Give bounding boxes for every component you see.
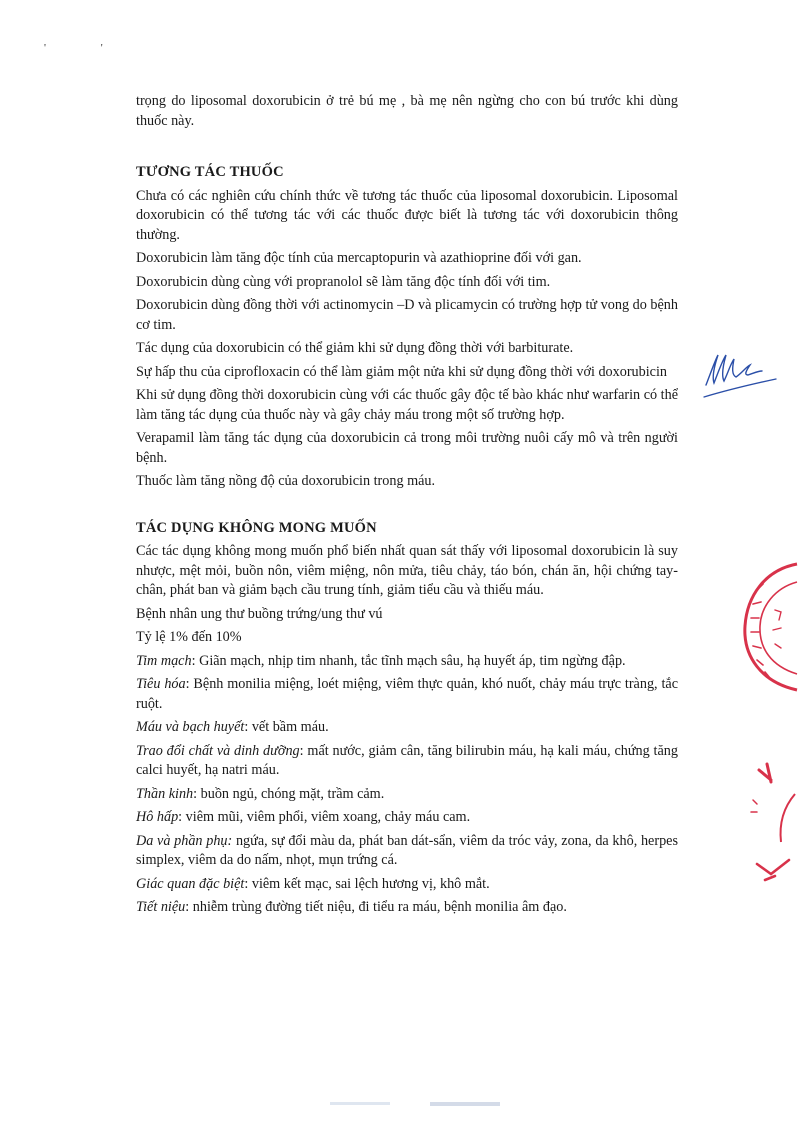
adverse-item	[136, 652, 678, 672]
red-stamp-fragment	[745, 760, 799, 890]
adverse-item-text: : Giãn mạch, nhịp tim nhanh, tắc tĩnh mạch sâu, hạ huyết áp, tim ngừng đập.	[191, 652, 626, 669]
adverse-rate: Tỷ lệ 1% đến 10%	[136, 629, 242, 645]
adverse-item	[136, 808, 678, 828]
interaction-paragraph: Doxorubicin dùng cùng với propranolol sẽ làm tăng độc tính đối với tim.	[136, 273, 551, 290]
adverse-item-term: Giác quan đặc biệt	[136, 875, 245, 892]
handwritten-signature	[700, 345, 780, 405]
adverse-item	[136, 718, 678, 738]
adverse-item-text: : vết bầm máu.	[244, 719, 329, 735]
adverse-item-text: ngứa, sự đổi màu da, phát ban dát-sẩn, viêm da tróc vảy, zona, da khô, herpes simplex, viêm da do nấm, nhọt, mụn trứng cá.	[136, 832, 678, 868]
adverse-item-text: : viêm kết mạc, sai lệch hương vị, khô mắt.	[244, 875, 490, 892]
adverse-item-term: Trao đổi chất và dinh dưỡng	[136, 742, 300, 759]
adverse-item-text: : viêm mũi, viêm phổi, viêm xoang, chảy máu cam.	[178, 809, 471, 825]
interaction-paragraph: Sự hấp thu của ciprofloxacin có thể làm giảm một nửa khi sử dụng đồng thời với doxorubicin	[136, 363, 667, 380]
document-body	[136, 92, 678, 922]
adverse-item	[136, 875, 678, 895]
adverse-item-text: : Bệnh monilia miệng, loét miệng, viêm thực quản, khó nuốt, chảy máu trực tràng, tắc ruột.	[136, 676, 678, 712]
adverse-item	[136, 675, 678, 714]
adverse-item-term: Tim mạch	[136, 652, 192, 669]
intro-paragraph: trọng do liposomal doxorubicin ở trẻ bú mẹ , bà mẹ nên ngừng cho con bú trước khi dùng thuốc này.	[136, 93, 678, 129]
interaction-paragraph: Doxorubicin làm tăng độc tính của mercaptopurin và azathioprine đối với gan.	[136, 250, 582, 266]
scan-smudge	[330, 1100, 500, 1108]
interaction-paragraph: Khi sử dụng đồng thời doxorubicin cùng với các thuốc gây độc tế bào khác như warfarin có thể làm tăng tác dụng của thuốc này và gây chảy máu trong một số trường hợp.	[136, 387, 678, 423]
interaction-paragraph: Chưa có các nghiên cứu chính thức về tương tác thuốc của liposomal doxorubicin. Liposomal doxorubicin có thể tương tác với các thuốc được biết là tương tác với doxorubicin thông thường.	[136, 187, 678, 243]
interaction-paragraph: Thuốc làm tăng nồng độ của doxorubicin trong máu.	[136, 473, 436, 489]
adverse-item	[136, 742, 678, 781]
adverse-item-term: Máu và bạch huyết	[136, 719, 245, 735]
interaction-paragraph: Doxorubicin dùng đồng thời với actinomycin –D và plicamycin có trường hợp tử vong do bệnh cơ tim.	[136, 297, 678, 333]
interaction-paragraph: Tác dụng của doxorubicin có thể giảm khi sử dụng đồng thời với barbiturate.	[136, 340, 574, 356]
adverse-item-text: : buồn ngủ, chóng mặt, trầm cảm.	[193, 785, 385, 802]
drug-interactions-heading: TƯƠNG TÁC THUỐC	[136, 164, 284, 180]
adverse-population: Bệnh nhân ung thư buồng trứng/ung thư vú	[136, 605, 383, 622]
adverse-item-term: Tiết niệu	[136, 899, 186, 915]
adverse-item-text: : nhiễm trùng đường tiết niệu, đi tiểu ra máu, bệnh monilia âm đạo.	[185, 899, 567, 915]
adverse-item-text: : mất nước, giảm cân, tăng bilirubin máu, hạ kali máu, chứng tăng calci huyết, hạ natri máu.	[136, 742, 678, 778]
adverse-item	[136, 898, 678, 918]
adverse-item-term: Da và phần phụ:	[136, 832, 233, 849]
adverse-item	[136, 785, 678, 805]
adverse-summary: Các tác dụng không mong muốn phổ biến nhất quan sát thấy với liposomal doxorubicin là suy nhược, mệt mỏi, buồn nôn, viêm miệng, nôn mửa, tiêu chảy, táo bón, chán ăn, hội chứng tay-chân, phát ban và giảm bạch cầu trung tính, giảm tiểu cầu và thiếu máu.	[136, 543, 678, 598]
adverse-item-term: Tiêu hóa	[136, 676, 186, 692]
scan-corner-marks: ' '	[44, 42, 129, 54]
adverse-item-term: Hô hấp	[136, 809, 179, 825]
adverse-item-term: Thần kinh	[136, 785, 194, 802]
interaction-paragraph: Verapamil làm tăng tác dụng của doxorubicin cả trong môi trường nuôi cấy mô và trên người bệnh.	[136, 430, 678, 466]
red-stamp-seal	[735, 560, 799, 695]
adverse-effects-heading: TÁC DỤNG KHÔNG MONG MUỐN	[136, 519, 377, 536]
adverse-item	[136, 832, 678, 871]
